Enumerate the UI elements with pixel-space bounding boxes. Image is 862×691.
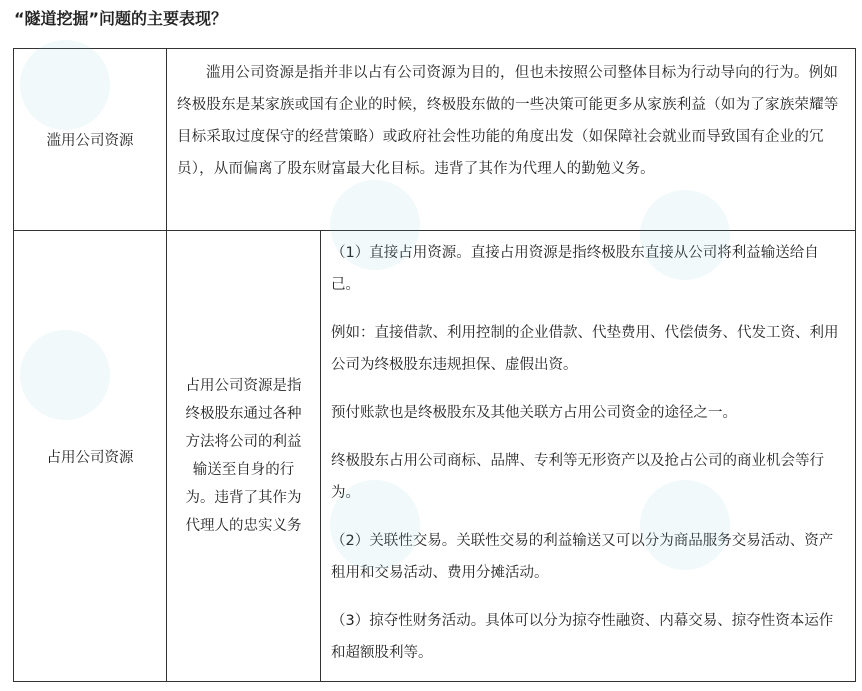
description-text: 滥用公司资源是指并非以占有公司资源为目的，但也未按照公司整体目标为行动导向的行为。例如终极股东是某家族或国有企业的时候，终极股东做的一些决策可能更多从家族利益（如为了家族荣耀等目标采取过度保守的经营策略）或政府社会性功能的角度出发（如保障社会就业而导致国有企业的冗员），从而偏离了股东财富最大化目标。违背了其作为代理人的勤勉义务。 bbox=[177, 65, 839, 177]
detail-paragraph: （1）直接占用资源。直接占用资源是指终极股东直接从公司将利益输送给自己。 bbox=[331, 245, 819, 293]
row-label-occupy bbox=[14, 231, 167, 682]
row-label-misuse bbox=[14, 49, 167, 231]
content-table bbox=[13, 48, 856, 682]
table-row bbox=[14, 231, 856, 682]
detail-paragraph: 例如：直接借款、利用控制的企业借款、代垫费用、代偿债务、代发工资、利用公司为终极股东违规担保、虚假出资。 bbox=[331, 325, 839, 373]
row-description-misuse bbox=[167, 49, 856, 231]
detail-paragraph: （2）关联性交易。关联性交易的利益输送又可以分为商品服务交易活动、资产租用和交易活动、费用分摊活动。 bbox=[331, 533, 834, 581]
definition-text: 占用公司资源是指终极股东通过各种方法将公司的利益输送至自身的行为。违背了其作为代理人的忠实义务 bbox=[185, 378, 302, 534]
row-label-text: 占用公司资源 bbox=[46, 449, 134, 466]
row-details-occupy bbox=[321, 231, 856, 682]
detail-paragraph: 终极股东占用公司商标、品牌、专利等无形资产以及抢占公司的商业机会等行为。 bbox=[331, 453, 824, 501]
detail-paragraph: 预付账款也是终极股东及其他关联方占用公司资金的途径之一。 bbox=[331, 405, 737, 421]
page-title: “隧道挖掘”问题的主要表现？ bbox=[14, 9, 228, 28]
detail-paragraph: （3）掠夺性财务活动。具体可以分为掠夺性融资、内幕交易、掠夺性资本运作和超额股利等。 bbox=[331, 613, 834, 661]
table-row bbox=[14, 49, 856, 231]
row-label-text: 滥用公司资源 bbox=[46, 133, 134, 149]
row-definition-occupy bbox=[167, 231, 321, 682]
